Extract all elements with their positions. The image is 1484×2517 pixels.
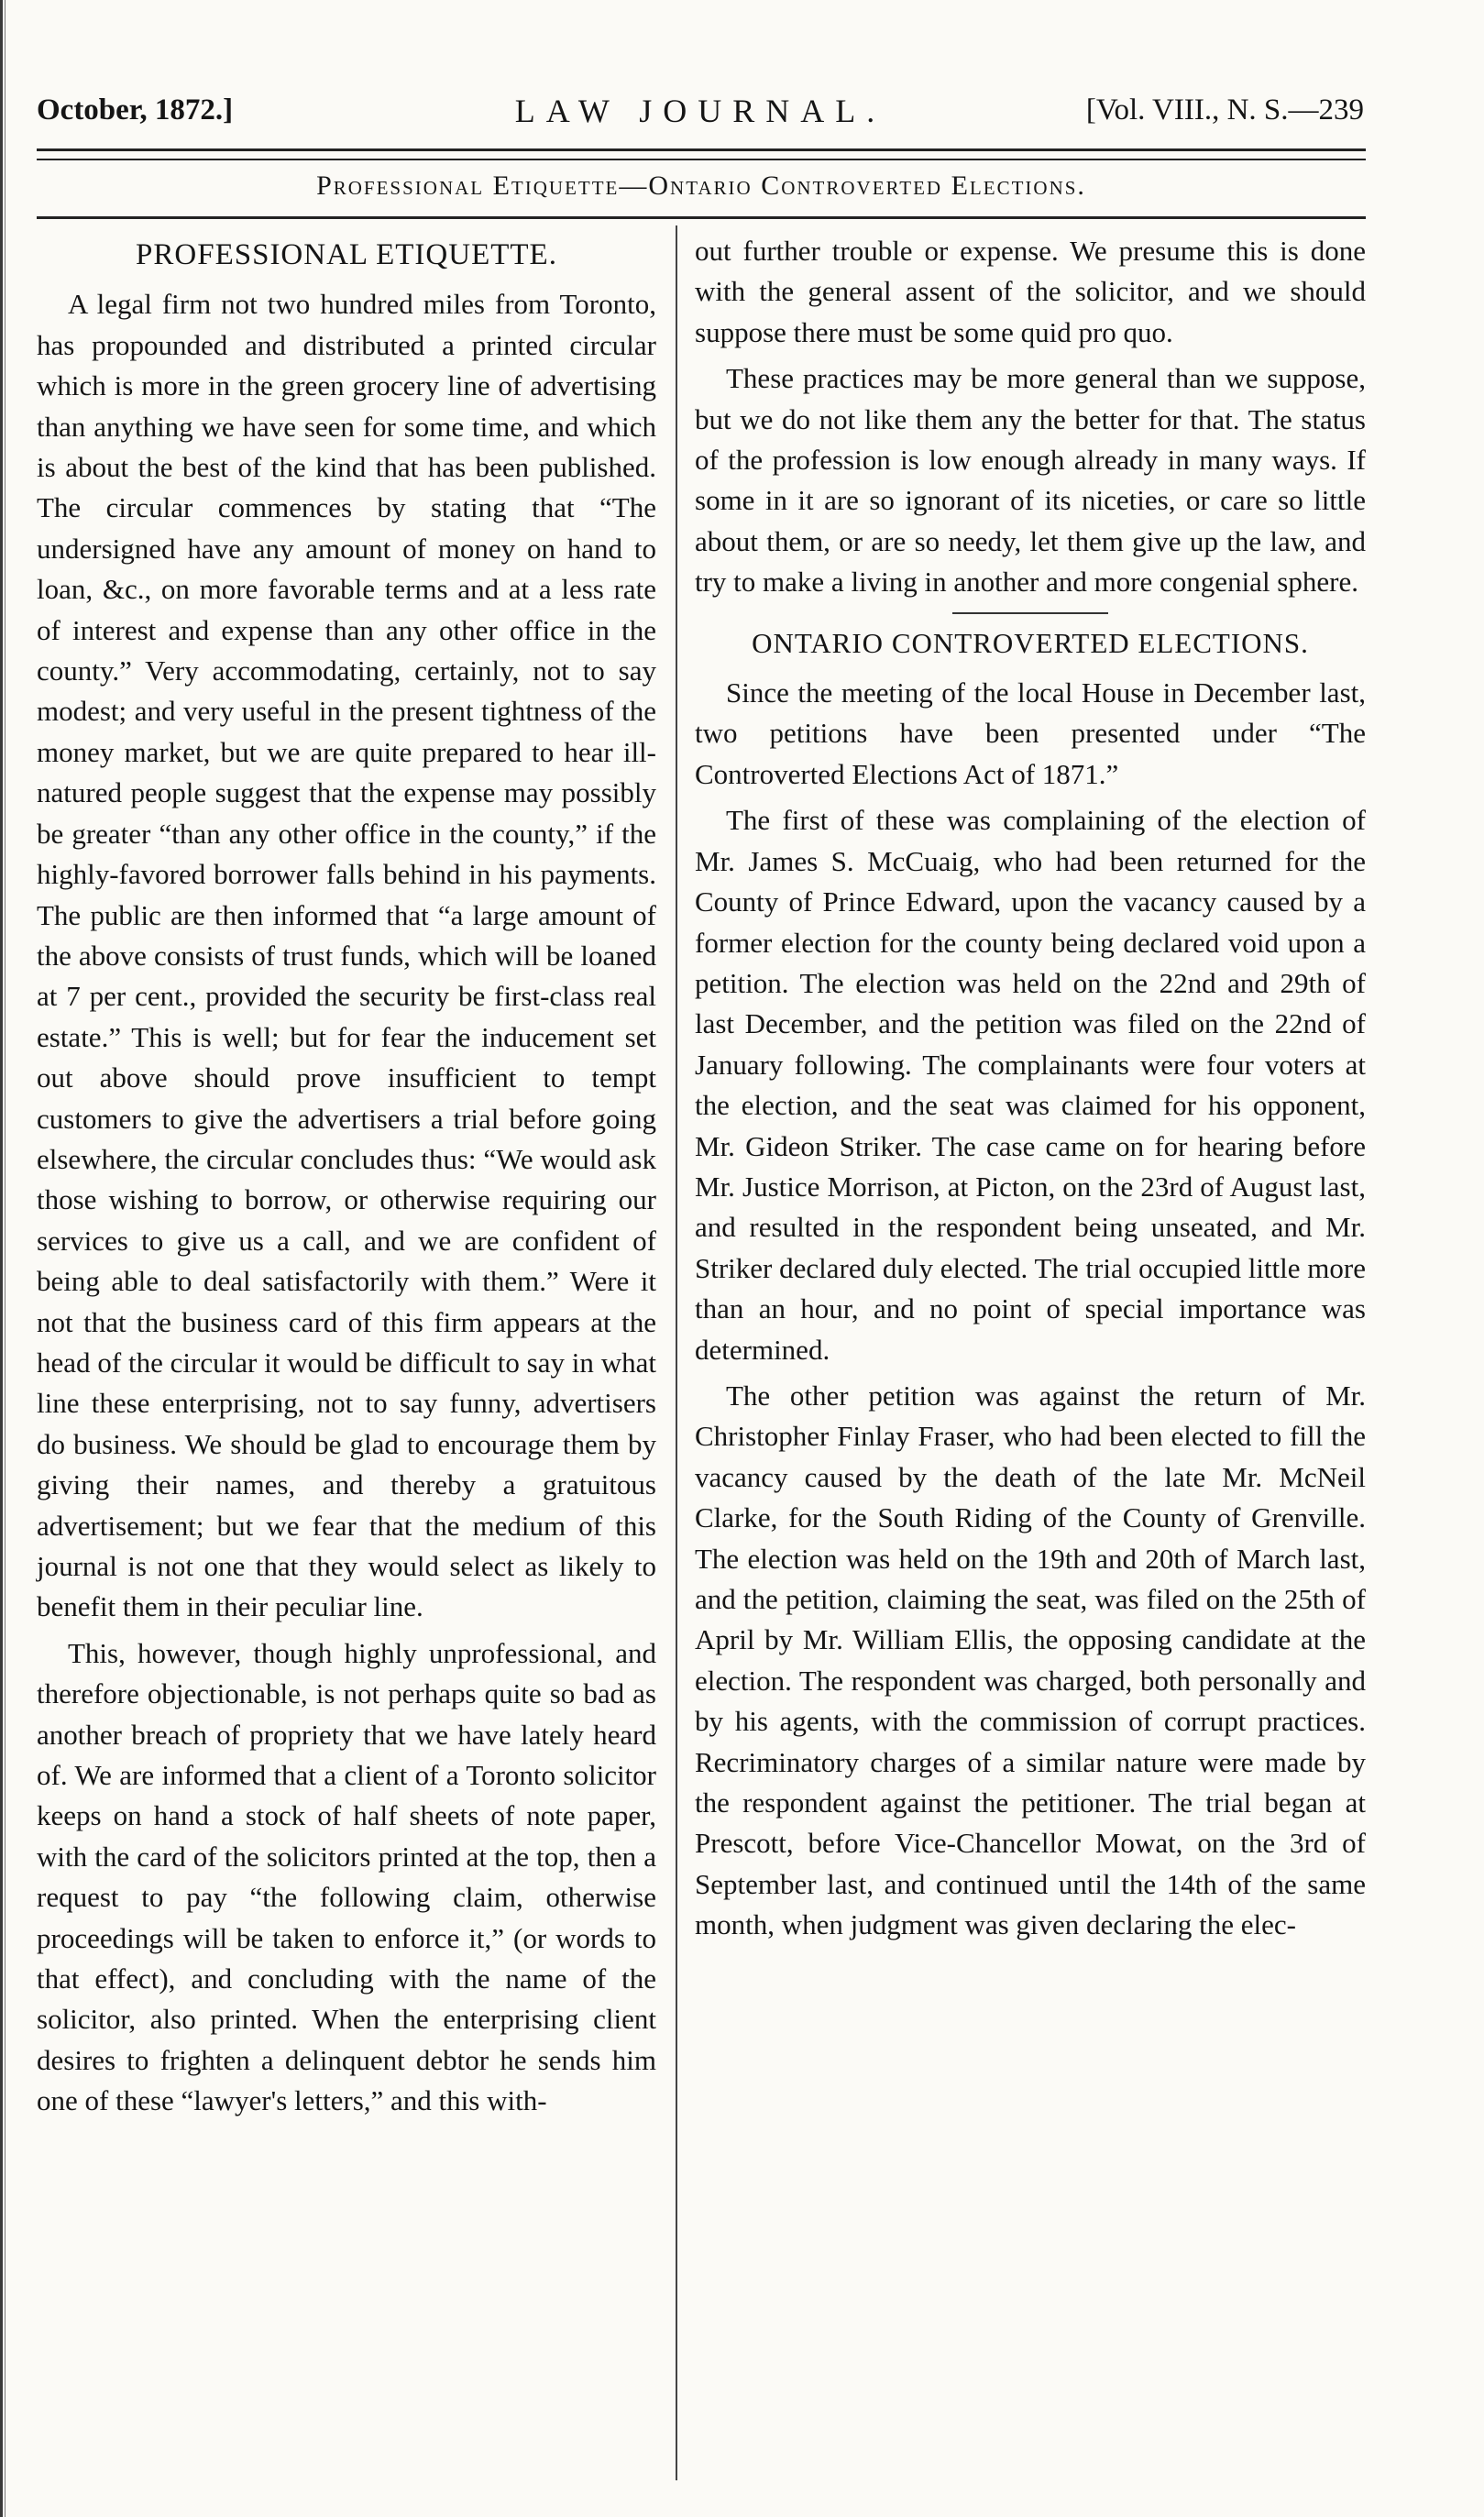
article-paragraph: Since the meeting of the local House in December last, two petitions have been presented under “The Controverted Elections Act of 1871.”	[695, 676, 1366, 790]
header-double-rule	[37, 148, 1366, 160]
section-heading: Professional Etiquette—Ontario Controverted Elections.	[316, 170, 1086, 201]
article-paragraph: This, however, though highly unprofessional, and therefore objectionable, is not perhaps quite so bad as another breach of propriety that we have lately heard of. We are informed that a client of a Toronto solicitor keeps on hand a stock of half sheets of note paper, with the card of the solicitors printed at the top, then a request to pay “the following claim, otherwise proceedings will be taken to enforce it,” (or words to that effect), and concluding with the name of the solicitor, also printed. When the enterprising client desires to frighten a delinquent debtor he sends him one of these “lawyer's letters,” and this with-	[37, 1636, 656, 2117]
article-separator-rule	[952, 612, 1108, 614]
section-rule	[37, 216, 1366, 219]
running-head-volume: [Vol. VIII., N. S.—239	[1085, 93, 1364, 126]
running-head	[37, 88, 1364, 143]
article-paragraph: These practices may be more general than we suppose, but we do not like them any the better for that. The status of the profession is low enough already in many ways. If some in it are so ignorant of its niceties, or care so little about them, or are so needy, let them give up the law, and try to make a living in another and more congenial sphere.	[695, 362, 1366, 599]
article-continuation: out further trouble or expense. We presume this is done with the general assent of the solicitor, and we should suppose there must be some quid pro quo.	[695, 235, 1366, 348]
article-paragraph: The other petition was against the return of Mr. Christopher Finlay Fraser, who had been elected to fill the vacancy caused by the death of the late Mr. McNeil Clarke, for the South Riding of the County of Grenville. The election was held on the 19th and 20th of March last, and the petition, claiming the seat, was filed on the 25th of April by Mr. William Ellis, the opposing candidate at the election. The respondent was charged, both personally and by his agents, with the commission of corrupt practices. Recriminatory charges of a similar nature were made by the respondent against the petitioner. The trial began at Prescott, before Vice-Chancellor Mowat, on the 3rd of September last, and continued until the 14th of the same month, when judgment was given declaring the elec-	[695, 1379, 1366, 1941]
running-head-title: LAW JOURNAL.	[514, 93, 886, 129]
left-column	[37, 231, 656, 2122]
article-title-professional-etiquette: PROFESSIONAL ETIQUETTE.	[136, 238, 557, 271]
article-title-ontario-controverted-elections: ONTARIO CONTROVERTED ELECTIONS.	[752, 626, 1309, 659]
article-paragraph: The first of these was complaining of the election of Mr. James S. McCuaig, who had been returned for the County of Prince Edward, upon the vacancy caused by a former election for the county being declared void upon a petition. The election was held on the 22nd and 29th of last December, and the petition was filed on the 22nd of January following. The complainants were four voters at the election, and the seat was claimed for his opponent, Mr. Gideon Striker. The case came on for hearing before Mr. Justice Morrison, at Picton, on the 23rd of August last, and resulted in the respondent being unseated, and Mr. Striker declared duly elected. The trial occupied little more than an hour, and no point of special importance was determined.	[695, 804, 1366, 1366]
page-edge-rule	[0, 0, 7, 2517]
column-divider	[676, 225, 677, 2480]
right-column	[695, 231, 1366, 1946]
article-paragraph: A legal firm not two hundred miles from Toronto, has propounded and distributed a printed circular which is more in the green grocery line of advertising than anything we have seen for some time, and which is about the best of the kind that has been published. The circular commences by stating that “The undersigned have any amount of money on hand to loan, &c., on more favorable terms and at a less rate of interest and expense than any other office in the county.” Very accommodating, certainly, not to say modest; and very useful in the present tightness of the money market, but we are quite prepared to hear ill-natured people suggest that the expense may possibly be greater “than any other office in the county,” if the highly-favored borrower falls behind in his payments. The public are then informed that “a large amount of the above consists of trust funds, which will be loaned at 7 per cent., provided the security be first-class real estate.” This is well; but for fear the inducement set out above should prove insufficient to tempt customers to give the advertisers a trial before going elsewhere, the circular concludes thus: “We would ask those wishing to borrow, or otherwise requiring our services to give us a call, and we are confident of being able to deal satisfactorily with them.” Were it not that the business card of this firm appears at the head of the circular it would be difficult to say in what line these enterprising, not to say funny, advertisers do business. We should be glad to encourage them by giving their names, and thereby a gratuitous advertisement; but we fear that the medium of this journal is not one that they would select as likely to benefit them in their peculiar line.	[37, 288, 656, 1623]
running-head-date: October, 1872.]	[37, 93, 234, 126]
